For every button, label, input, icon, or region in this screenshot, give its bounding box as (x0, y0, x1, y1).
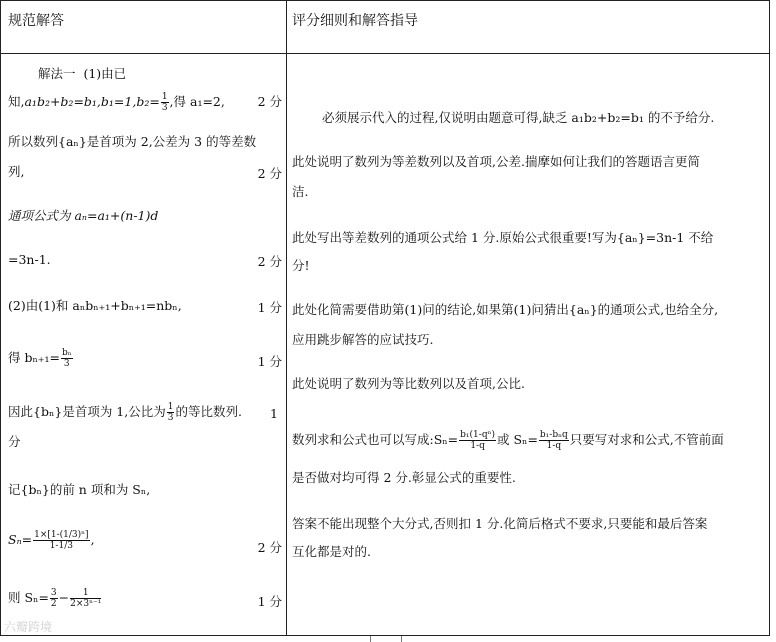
watermark-logo: 六瓣跨境 (4, 620, 53, 634)
geo-line1: 因此{bₙ}是首项为 1,公比为 $\frac{1}{3}$ 的等比数列. (8, 402, 242, 423)
geo-fraction: $\frac{1}{3}$ (167, 402, 174, 423)
eq1-score: 2 分 (257, 94, 282, 109)
part2-score: 1 分 (257, 300, 282, 315)
geo-line2: 分 (8, 434, 21, 449)
arith-score: 2 分 (257, 166, 282, 181)
part2-line: (2)由(1)和 aₙbₙ₊₁+bₙ₊₁=nbₙ, (8, 298, 182, 313)
final-fraction-1: $\frac{3}{2}$ (50, 588, 57, 609)
arith-line1: 所以数列{aₙ}是首项为 2,公差为 3 的等差数 (8, 134, 257, 149)
note-2-line1: 此处说明了数列为等差数列以及首项,公差.揣摩如何让我们的答题语言更简 (292, 154, 700, 169)
left-header: 规范解答 (8, 13, 64, 29)
note-5: 此处说明了数列为等比数列以及首项,公比. (292, 376, 525, 391)
final-fraction-2: $\frac{1}{\text{2×3ⁿ⁻¹}}$ (70, 588, 102, 609)
note-4-line1: 此处化简需要借助第(1)问的结论,如果第(1)问猜出{aₙ}的通项公式,也给全分, (292, 302, 719, 317)
note-3-line2: 分! (292, 258, 310, 273)
general-result: =3n-1. (8, 252, 51, 267)
geo-score-inline: 1 (270, 406, 278, 421)
right-header: 评分细则和解答指导 (292, 13, 418, 29)
note-1: 必须展示代入的过程,仅说明由题意可得,缺乏 a₁b₂+b₂=b₁ 的不予给分. (322, 110, 715, 125)
general-score: 2 分 (257, 254, 282, 269)
note-4-line2: 应用跳步解答的应试技巧. (292, 332, 434, 347)
note-2-line2: 洁. (292, 184, 309, 199)
grading-column (292, 54, 766, 634)
eq1-line: 知,a₁b₂+b₂=b₁,b₁=1,b₂= $\frac{1}{3}$ ,得 a₁=2, (8, 92, 225, 113)
get-b-score: 1 分 (257, 354, 282, 369)
sn-line: Sₙ= $\frac{\text{1×[1-(1/3)ⁿ]}}{1-1/3}$ , (8, 530, 95, 551)
column-divider (286, 0, 287, 636)
final-score: 1 分 (257, 594, 282, 609)
solution-column (8, 54, 282, 634)
method-title: 解法一 (1)由已 (38, 66, 127, 81)
get-b-fraction: $\frac{\text{bₙ}}{3}$ (61, 348, 72, 369)
sum-intro: 记{bₙ}的前 n 项和为 Sₙ, (8, 482, 151, 497)
bottom-tick-marks (370, 636, 402, 642)
note-7-line2: 互化都是对的. (292, 544, 371, 559)
note6-fraction-1: $\frac{\text{b₁(1-qⁿ)}}{1-q}$ (460, 430, 495, 451)
general-formula: 通项公式为 aₙ=a₁+(n-1)d (8, 208, 159, 223)
eq1-fraction: $\frac{1}{3}$ (161, 92, 168, 113)
note-3-line1: 此处写出等差数列的通项公式给 1 分.原始公式很重要!写为{aₙ}=3n-1 不给 (292, 230, 714, 245)
note-7-line1: 答案不能出现整个大分式,否则扣 1 分.化简后格式不要求,只要能和最后答案 (292, 516, 708, 531)
arith-line2: 列, (8, 164, 25, 179)
sn-fraction: $\frac{\text{1×[1-(1/3)ⁿ]}}{1-1/3}$ (34, 530, 89, 551)
note6-fraction-2: $\frac{\text{b₁-bₙq}}{1-q}$ (539, 430, 568, 451)
note-6-line1: 数列求和公式也可以写成:Sₙ= $\frac{\text{b₁(1-qⁿ)}}{1-q}$ 或 Sₙ= $\frac{\text{b₁-bₙq}}{1-q}$ 只要写对求和公式,不管前面 (292, 430, 724, 451)
final-line: 则 Sₙ= $\frac{3}{2}$ − $\frac{1}{\text{2×3ⁿ⁻¹}}$ (8, 588, 102, 609)
note-6-line2: 是否做对均可得 2 分.彰显公式的重要性. (292, 470, 516, 485)
get-b-line: 得 bₙ₊₁= $\frac{\text{bₙ}}{3}$ (8, 348, 72, 369)
sn-score: 2 分 (257, 540, 282, 555)
